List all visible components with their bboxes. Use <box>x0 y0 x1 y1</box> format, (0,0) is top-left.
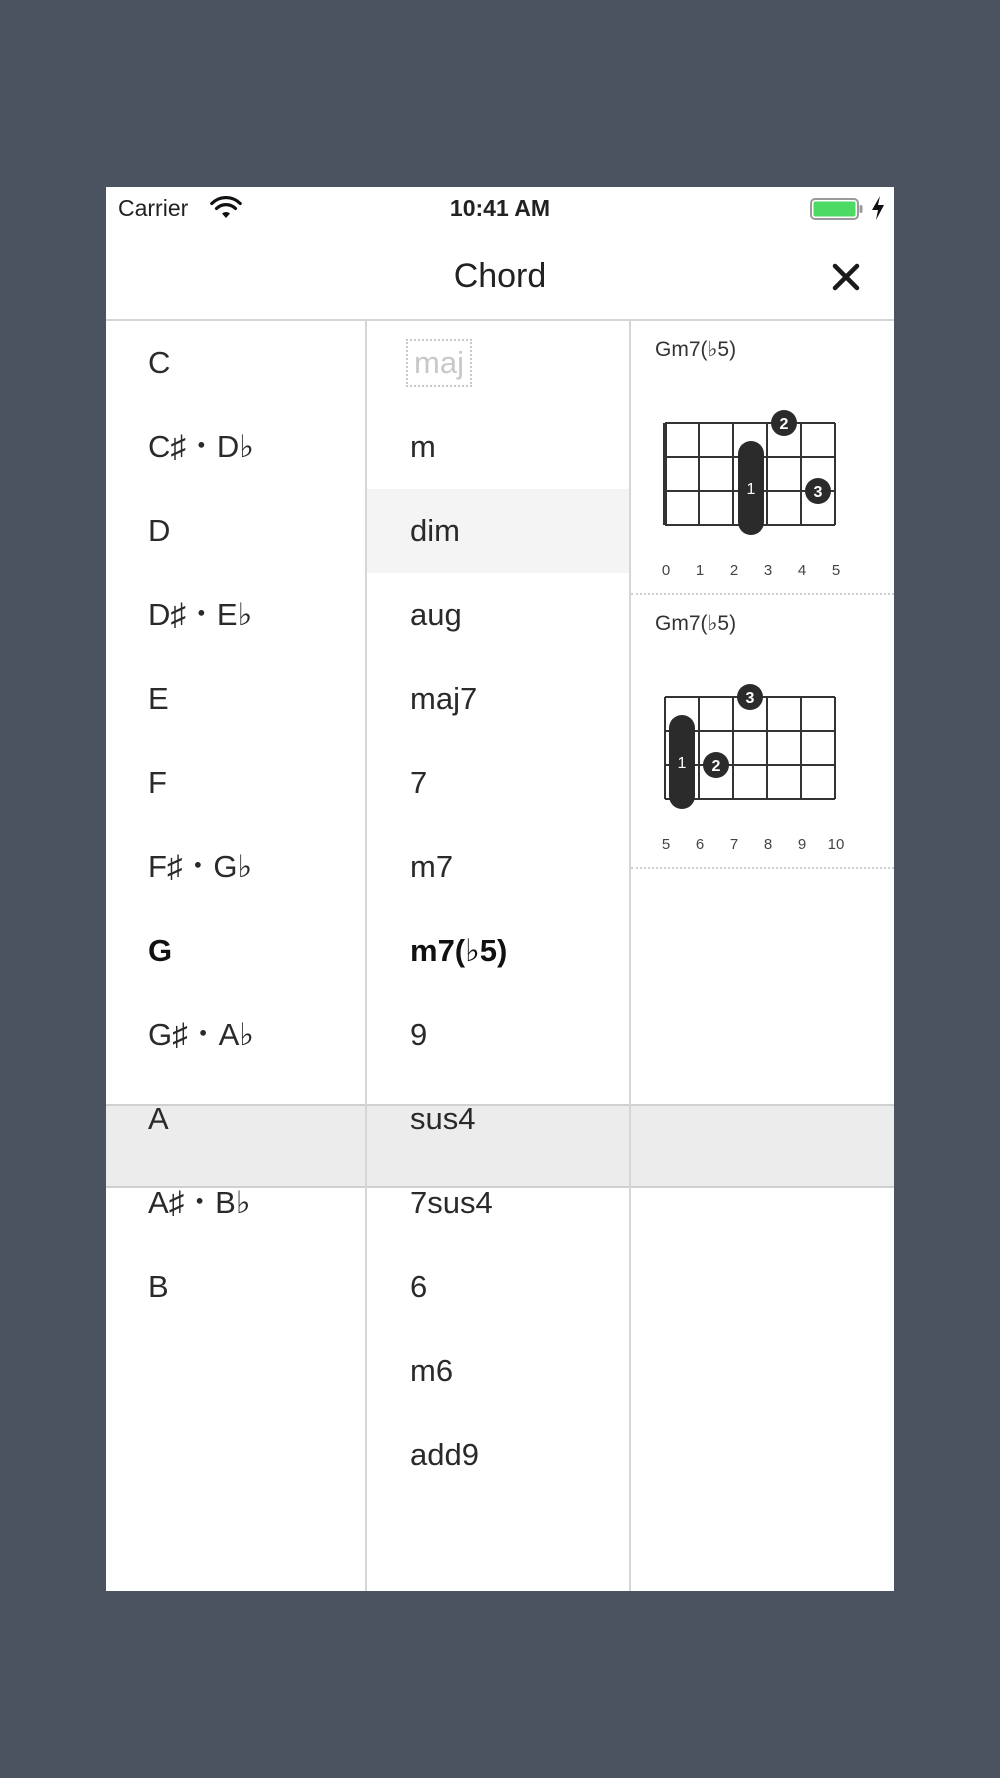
battery-icon <box>810 198 864 220</box>
fretboard-diagram <box>631 655 894 865</box>
fret-number: 3 <box>763 562 773 579</box>
finger-number: 3 <box>813 484 823 501</box>
quality-item-sus4[interactable]: sus4 <box>410 1101 476 1136</box>
fret-number: 9 <box>797 836 807 853</box>
fret-number: 1 <box>695 562 705 579</box>
quality-item-maj7[interactable]: maj7 <box>410 681 478 716</box>
chord-diagram-card[interactable] <box>631 321 894 595</box>
carrier-label: Carrier <box>118 195 189 221</box>
chord-quality-list <box>367 321 631 1591</box>
fret-number: 0 <box>661 562 671 579</box>
fret-number: 2 <box>729 562 739 579</box>
bolt-icon <box>870 195 886 221</box>
quality-item-m7[interactable]: m7 <box>410 849 454 884</box>
fret-number: 4 <box>797 562 807 579</box>
finger-number: 1 <box>677 755 687 772</box>
finger-number: 2 <box>779 416 789 433</box>
quality-item-9[interactable]: 9 <box>410 1017 428 1052</box>
quality-item-m[interactable]: m <box>410 429 436 464</box>
quality-item-6[interactable]: 6 <box>410 1269 428 1304</box>
finger-number: 3 <box>745 690 755 707</box>
quality-item-add9[interactable]: add9 <box>410 1437 479 1472</box>
root-item-g-sharp[interactable]: G♯・A♭ <box>148 1017 254 1052</box>
quality-item-m7-flat5[interactable]: m7(♭5) <box>410 933 508 968</box>
root-item-e[interactable]: E <box>148 681 169 716</box>
chord-diagram-card[interactable] <box>631 595 894 869</box>
finger-number: 1 <box>746 481 756 498</box>
root-item-b[interactable]: B <box>148 1269 169 1304</box>
quality-item-maj[interactable]: maj <box>367 321 629 405</box>
root-note-list <box>106 321 367 1591</box>
root-item-c-sharp[interactable]: C♯・D♭ <box>148 429 254 464</box>
status-bar <box>106 187 894 229</box>
root-item-g[interactable]: G <box>148 933 173 968</box>
quality-item-7sus4[interactable]: 7sus4 <box>410 1185 493 1220</box>
quality-item-aug[interactable]: aug <box>410 597 462 632</box>
fretboard-diagram <box>631 381 894 591</box>
close-icon[interactable] <box>828 259 864 295</box>
nav-bar <box>106 229 894 321</box>
phone-screen <box>106 187 894 1591</box>
fret-number: 7 <box>729 836 739 853</box>
quality-item-7[interactable]: 7 <box>410 765 428 800</box>
root-item-d[interactable]: D <box>148 513 171 548</box>
page-title: Chord <box>453 257 547 295</box>
fret-number: 5 <box>661 836 671 853</box>
root-item-c[interactable]: C <box>148 345 171 380</box>
quality-item-dim[interactable]: dim <box>367 489 629 573</box>
root-item-f-sharp[interactable]: F♯・G♭ <box>148 849 253 884</box>
status-time: 10:41 AM <box>449 195 551 221</box>
quality-item-m6[interactable]: m6 <box>410 1353 454 1388</box>
root-item-a-sharp[interactable]: A♯・B♭ <box>148 1185 251 1220</box>
root-item-a[interactable]: A <box>148 1101 169 1136</box>
root-item-f[interactable]: F <box>148 765 167 800</box>
chord-diagram-list <box>631 321 894 1591</box>
diagram-chord-name: Gm7(♭5) <box>655 612 737 635</box>
fret-number: 6 <box>695 836 705 853</box>
diagram-chord-name: Gm7(♭5) <box>655 338 737 361</box>
root-item-d-sharp[interactable]: D♯・E♭ <box>148 597 253 632</box>
fret-number: 10 <box>827 836 845 853</box>
fret-number: 8 <box>763 836 773 853</box>
finger-number: 2 <box>711 758 721 775</box>
fret-number: 5 <box>831 562 841 579</box>
